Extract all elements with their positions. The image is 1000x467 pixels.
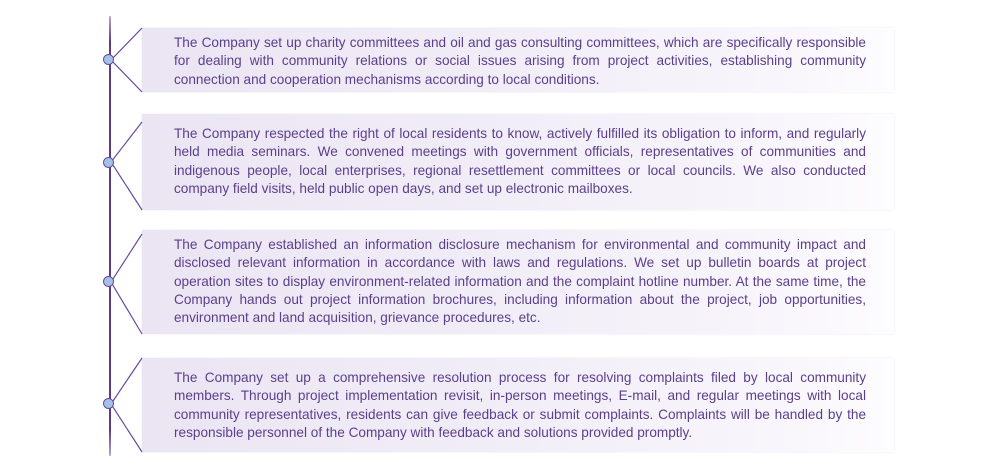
item-text: The Company established an information disclosure mechanism for environmental and community impact and disclosed relevant information in accordance with laws and regulations. We set up bulletin boards at project operation sites to display environment-related information and the complaint hotline number. At the same time, the Company hands out project information brochures, including information about the project, job opportunities, environment and land acquisition, grievance procedures, etc.	[174, 237, 866, 326]
timeline-dot-icon	[103, 276, 114, 287]
timeline-dot-icon	[103, 398, 114, 409]
item-text: The Company set up charity committees and oil and gas consulting committees, which are specifically responsible for dealing with community relations or social issues arising from project activities, establishing community connection and cooperation mechanisms according to local conditions.	[174, 35, 866, 87]
item-text: The Company set up a comprehensive resolution process for resolving complaints filed by local community members. Through project implementation revisit, in-person meetings, E-mail, and regular meetings with local community representatives, residents can give feedback or submit complaints. Complaints will be handled by the responsible personnel of the Company with feedback and solutions provided promptly.	[174, 370, 866, 440]
timeline-dot-icon	[103, 157, 114, 168]
timeline-dot-icon	[103, 54, 114, 65]
item-text: The Company respected the right of local residents to know, actively fulfilled its obligation to inform, and regularly held media seminars. We convened meetings with government officials, representatives of communities and indigenous people, local enterprises, regional resettlement committees or local councils. We also conducted company field visits, held public open days, and set up electronic mailboxes.	[174, 126, 866, 196]
